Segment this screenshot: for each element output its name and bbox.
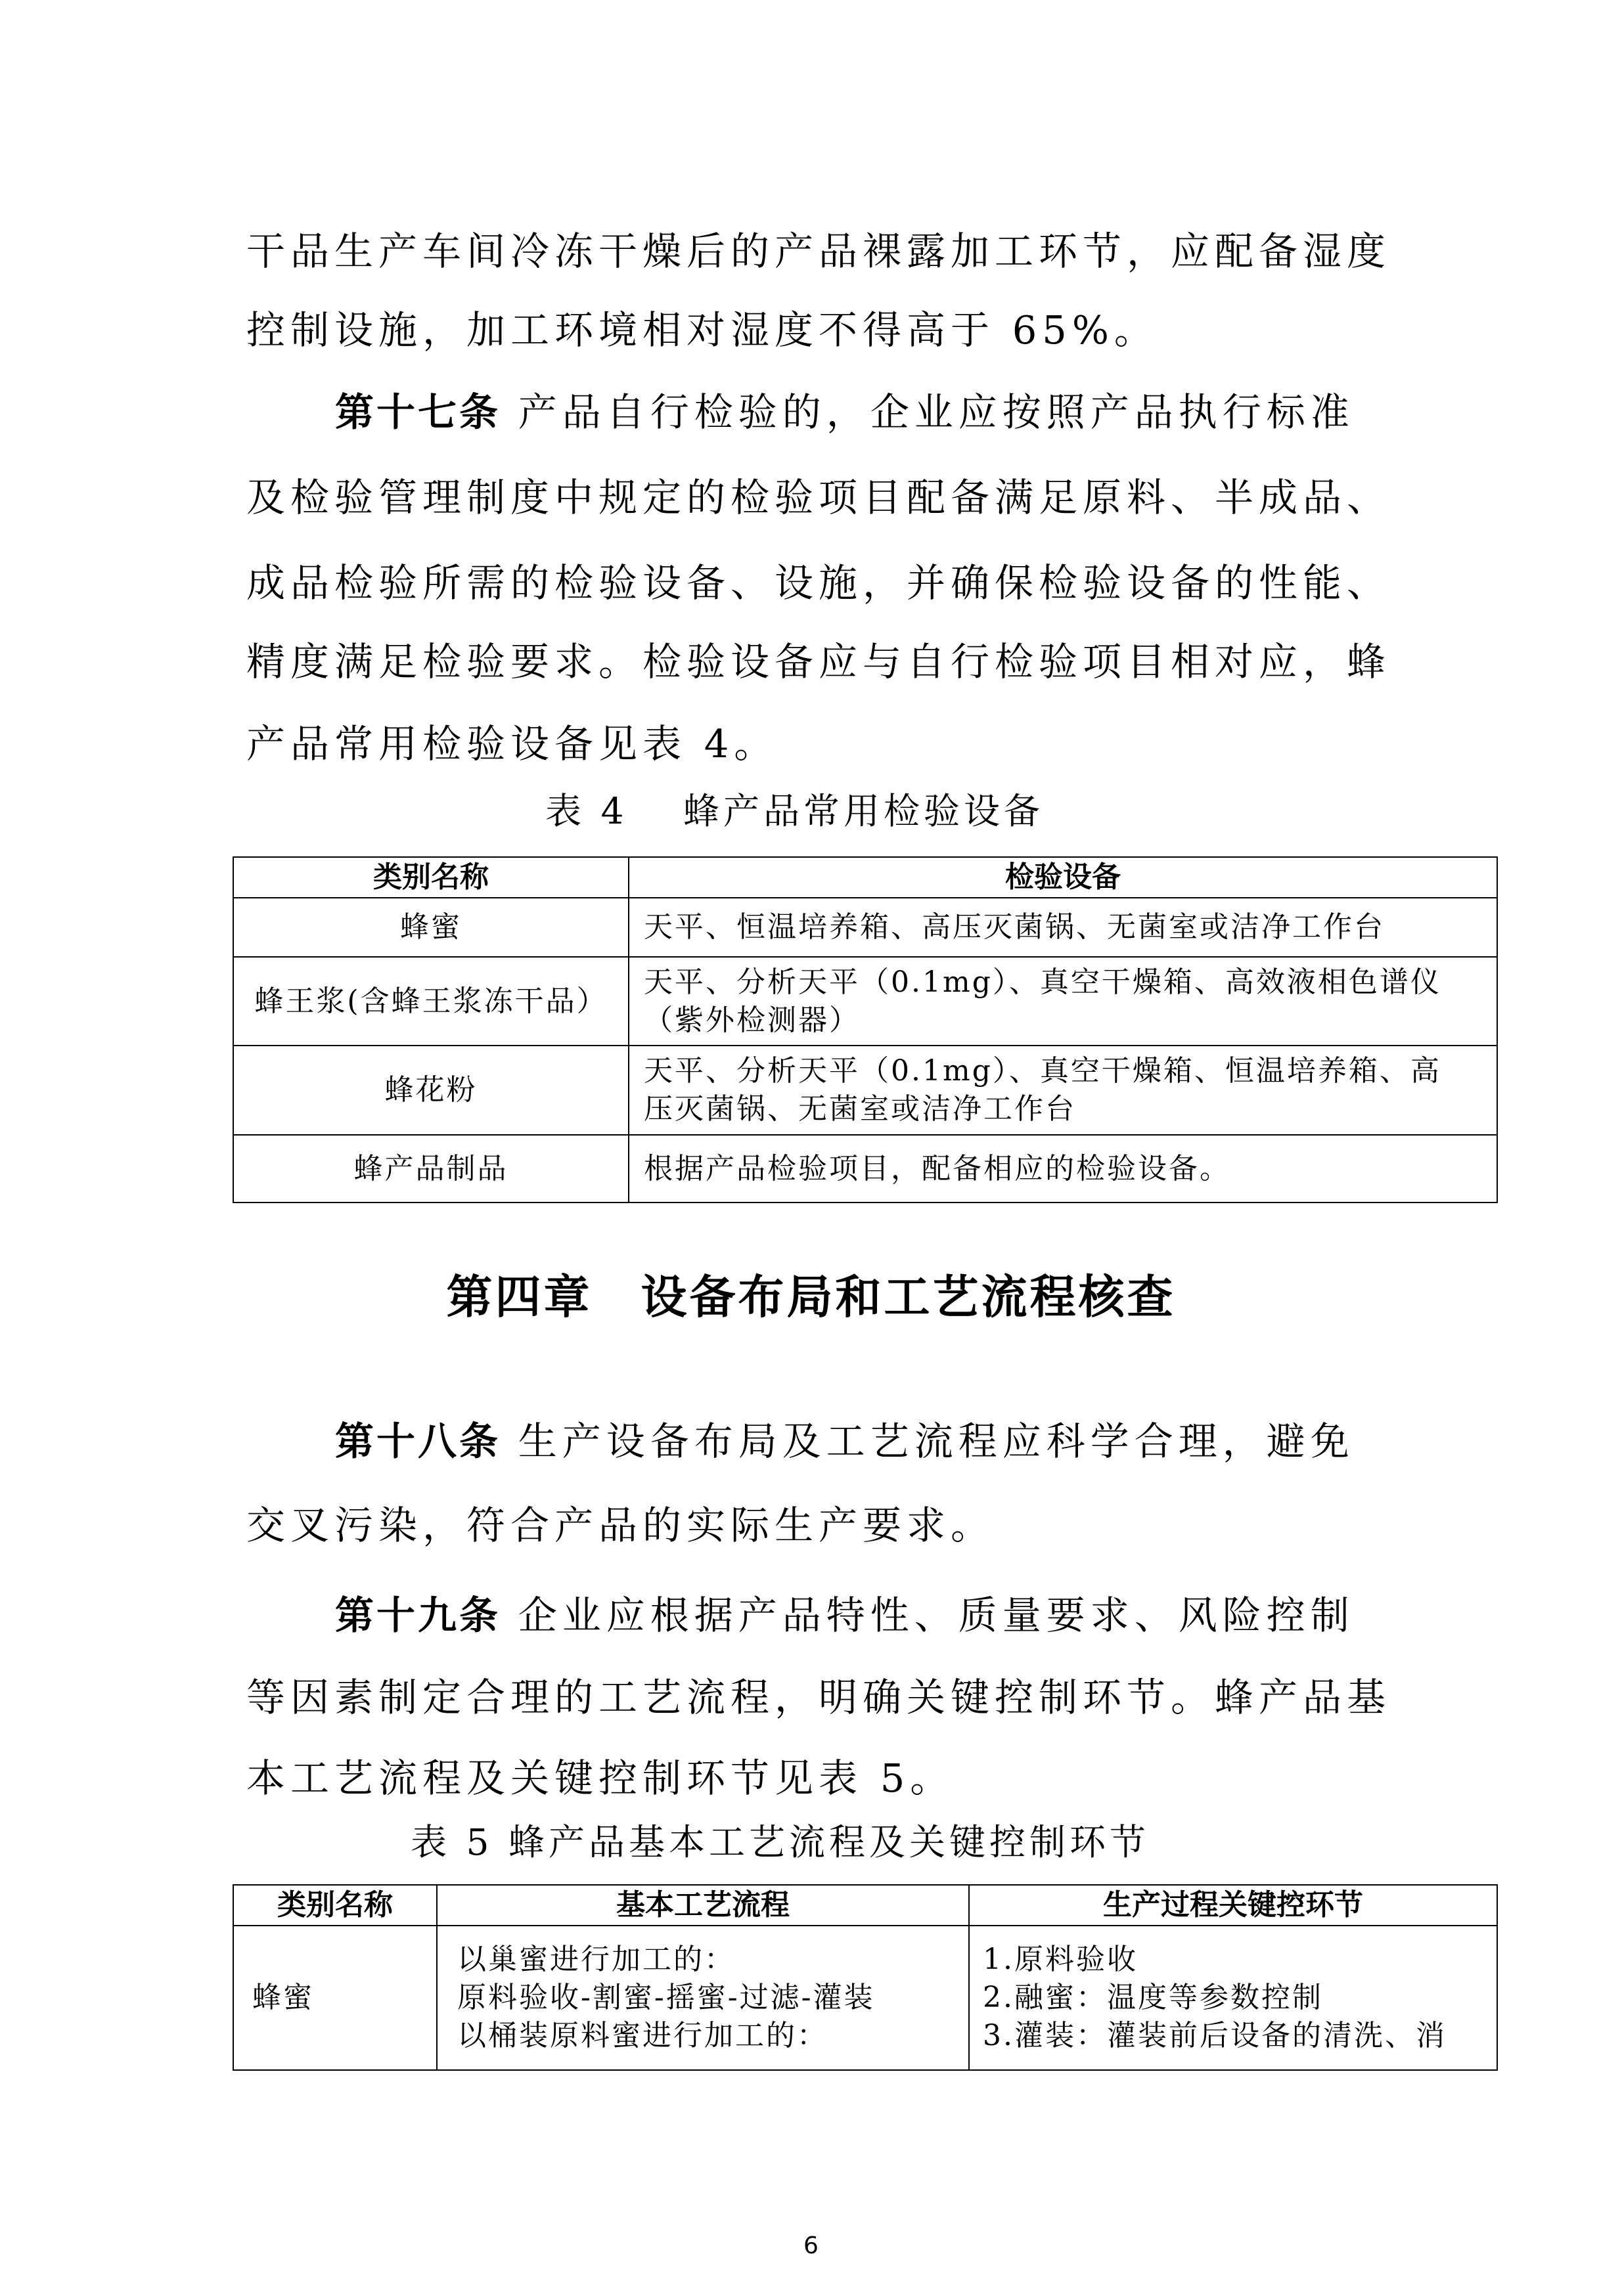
row-category: 蜂产品制品 xyxy=(233,1135,629,1203)
table-4 xyxy=(233,856,1498,1203)
article-18-label: 第十八条 xyxy=(335,1419,501,1464)
table-4-caption: 表 4 蜂产品常用检验设备 xyxy=(545,790,1044,832)
paragraph-line: 干品生产车间冷冻干燥后的产品裸露加工环节，应配备湿度 xyxy=(246,229,1391,274)
paragraph-line: 本工艺流程及关键控制环节见表 5。 xyxy=(246,1755,955,1801)
paragraph-line: 精度满足检验要求。检验设备应与自行检验项目相对应，蜂 xyxy=(246,639,1391,684)
table-row xyxy=(233,957,1497,1046)
row-control: 1.原料验收 2.融蜜：温度等参数控制 3.灌装：灌装前后设备的清洗、消 xyxy=(969,1926,1497,2070)
row-equipment: 天平、恒温培养箱、高压灭菌锅、无菌室或洁净工作台 xyxy=(629,898,1497,957)
header-equipment: 检验设备 xyxy=(629,857,1497,898)
paragraph-line: 及检验管理制度中规定的检验项目配备满足原料、半成品、 xyxy=(246,475,1391,520)
paragraph-line: 交叉污染，符合产品的实际生产要求。 xyxy=(246,1503,995,1548)
table-5 xyxy=(233,1884,1498,2071)
table-row xyxy=(233,1926,1497,2070)
row-category: 蜂蜜 xyxy=(233,898,629,957)
paragraph-line: 产品常用检验设备见表 4。 xyxy=(246,721,778,766)
chapter-title: 第四章 设备布局和工艺流程核查 xyxy=(446,1270,1176,1324)
row-category: 蜂蜜 xyxy=(233,1926,437,2070)
article-17-line xyxy=(335,386,1465,439)
paragraph-line: 成品检验所需的检验设备、设施，并确保检验设备的性能、 xyxy=(246,560,1391,606)
paragraph-line: 等因素制定合理的工艺流程，明确关键控制环节。蜂产品基 xyxy=(246,1675,1391,1720)
header-category: 类别名称 xyxy=(233,857,629,898)
table-5-caption: 表 5 蜂产品基本工艺流程及关键控制环节 xyxy=(411,1821,1150,1863)
table-row xyxy=(233,1046,1497,1135)
header-control: 生产过程关键控环节 xyxy=(969,1885,1497,1926)
table-header-row xyxy=(233,1885,1497,1926)
row-process: 以巢蜜进行加工的： 原料验收-割蜜-摇蜜-过滤-灌装 以桶装原料蜜进行加工的： xyxy=(437,1926,969,2070)
article-17-label: 第十七条 xyxy=(335,389,501,435)
page-number: 6 xyxy=(803,2232,819,2259)
table-row xyxy=(233,1135,1497,1203)
header-process: 基本工艺流程 xyxy=(437,1885,969,1926)
row-equipment: 天平、分析天平（0.1mg）、真空干燥箱、恒温培养箱、高 压灭菌锅、无菌室或洁净工作台 xyxy=(629,1046,1497,1135)
row-category: 蜂花粉 xyxy=(233,1046,629,1135)
article-17-text: 产品自行检验的，企业应按照产品执行标准 xyxy=(501,389,1355,435)
article-19-text: 企业应根据产品特性、质量要求、风险控制 xyxy=(501,1593,1355,1638)
article-18-text: 生产设备布局及工艺流程应科学合理，避免 xyxy=(501,1419,1355,1464)
article-19-label: 第十九条 xyxy=(335,1593,501,1638)
table-header-row xyxy=(233,857,1497,898)
row-category: 蜂王浆(含蜂王浆冻干品） xyxy=(233,957,629,1046)
article-19-line xyxy=(335,1589,1465,1642)
header-category: 类别名称 xyxy=(233,1885,437,1926)
table-row xyxy=(233,898,1497,957)
paragraph-line: 控制设施，加工环境相对湿度不得高于 65%。 xyxy=(246,307,1158,353)
article-18-line xyxy=(335,1415,1465,1468)
row-equipment: 天平、分析天平（0.1mg）、真空干燥箱、高效液相色谱仪 （紫外检测器） xyxy=(629,957,1497,1046)
row-equipment: 根据产品检验项目，配备相应的检验设备。 xyxy=(629,1135,1497,1203)
